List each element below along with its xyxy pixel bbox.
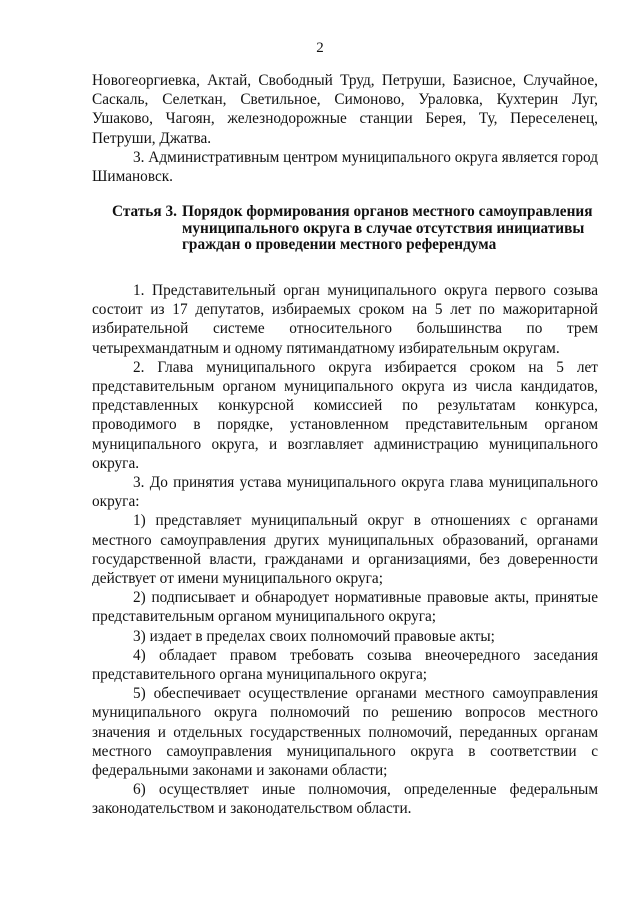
paragraph-3: 3. До принятия устава муниципального округа глава муниципального округа: <box>92 474 598 511</box>
admin-center-paragraph: 3. Административным центром муниципального округа является город Шимановск. <box>92 148 598 186</box>
paragraph-2: 2. Глава муниципального округа избирается сроком на 5 лет представительным органом муниципального округа из числа кандидатов, представленных конкурсной комиссией по результатам конкурса, проводимого в порядке, установленном представительным органом муниципального округа, и возглавляет администрацию муниципального округа. <box>92 358 598 472</box>
paragraph-1: 1. Представительный орган муниципального округа первого созыва состоит из 17 депутатов, избираемых сроком на 5 лет по мажоритарной избирательной системе относительного большинства по трем четырехмандатным и одному пятимандатному избирательным округам. <box>92 282 598 357</box>
subitem-6: 6) осуществляет иные полномочия, определенные федеральным законодательством и законодательством области. <box>92 781 598 818</box>
page-number: 2 <box>316 40 324 56</box>
document-body <box>92 71 598 819</box>
subitem-2: 2) подписывает и обнародует нормативные правовые акты, принятые представительным органом муниципального округа; <box>92 589 598 626</box>
article-heading <box>112 204 598 254</box>
subitem-5: 5) обеспечивает осуществление органами местного самоуправления муниципального округа полномочий по решению вопросов местного значения и отдельных государственных полномочий, переданных органам местного самоуправления муниципального округа в соответствии с федеральными законами и законами области; <box>92 685 598 780</box>
subitem-1: 1) представляет муниципальный округ в отношениях с органами местного самоуправления других муниципальных образований, органами государственной власти, гражданами и организациями, без доверенности действует от имени муниципального округа; <box>92 512 598 588</box>
article-title: Порядок формирования органов местного самоуправления муниципального округа в случае отсутствия инициативы граждан о проведении местного референдума <box>181 203 593 254</box>
settlement-list-paragraph: Новогеоргиевка, Актай, Свободный Труд, Петруши, Базисное, Случайное, Саскаль, Селеткан, Светильное, Симоново, Ураловка, Кухтерин Луг, Ушаково, Чагоян, железнодорожные станции Берея, Ту, Переселенец, Петруши, Джатва. <box>92 72 598 147</box>
article-number: Статья 3. <box>112 203 177 221</box>
subitem-3: 3) издает в пределах своих полномочий правовые акты; <box>133 627 495 645</box>
subitem-4: 4) обладает правом требовать созыва внеочередного заседания представительного органа муниципального округа; <box>92 646 598 684</box>
